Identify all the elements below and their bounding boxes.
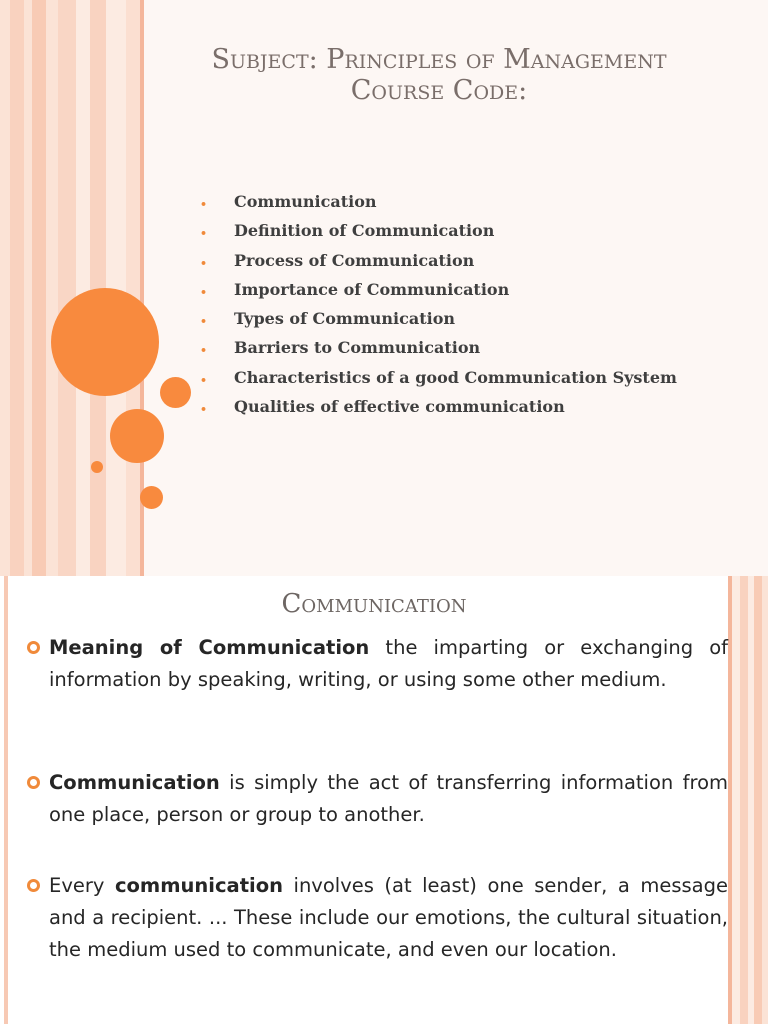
- slide-2: [0, 576, 768, 1024]
- tiny-circle-decoration: [91, 461, 103, 473]
- list-item: • Process of Communication: [200, 249, 677, 278]
- list-item: • Qualities of effective communication: [200, 395, 677, 424]
- paragraph-elements: Every communication involves (at least) one sender, a message and a recipient. ... These include our emotions, the cultural situation, the medium used to communicate, and even our location.: [49, 870, 728, 966]
- small-dot-icon: •: [200, 344, 208, 358]
- slide-title: Communication: [281, 589, 467, 619]
- small-dot-icon: •: [200, 198, 208, 211]
- decorative-stripes-right: [728, 576, 768, 1024]
- list-item: • Definition of Communication: [200, 219, 677, 248]
- large-circle-decoration: [51, 288, 159, 396]
- slide-title: [150, 44, 728, 106]
- small-dot-icon: •: [200, 403, 208, 417]
- small-dot-icon: •: [200, 285, 208, 299]
- ring-bullet-icon: [27, 776, 40, 789]
- list-item: • Types of Communication: [200, 307, 677, 336]
- small-dot-icon: •: [200, 227, 208, 241]
- course-code-line: Course Code:: [350, 75, 528, 106]
- list-item: • Barriers to Communication: [200, 336, 677, 365]
- ring-bullet-icon: [27, 641, 40, 654]
- small-dot-icon: •: [200, 256, 208, 270]
- subject-line: Subject: Principles of Management: [211, 44, 667, 75]
- small-dot-icon: •: [200, 373, 208, 387]
- decorative-stripes: [0, 0, 150, 576]
- list-item: • Importance of Communication: [200, 278, 677, 307]
- small-circle-decoration: [160, 377, 191, 408]
- list-item: • Communication: [200, 190, 677, 219]
- left-accent-line: [4, 576, 8, 1024]
- ring-bullet-icon: [27, 879, 40, 892]
- paragraph-meaning: Meaning of Communication the imparting or exchanging of information by speaking, writing, or using some other medium.: [49, 632, 728, 696]
- paragraph-definition: Communication is simply the act of transferring information from one place, person or group to another.: [49, 767, 728, 831]
- small-dot-icon: •: [200, 315, 208, 329]
- topic-list: [200, 190, 677, 424]
- medium-circle-decoration: [110, 409, 164, 463]
- list-item: • Characteristics of a good Communication System: [200, 366, 677, 395]
- small-circle-decoration-2: [140, 486, 163, 509]
